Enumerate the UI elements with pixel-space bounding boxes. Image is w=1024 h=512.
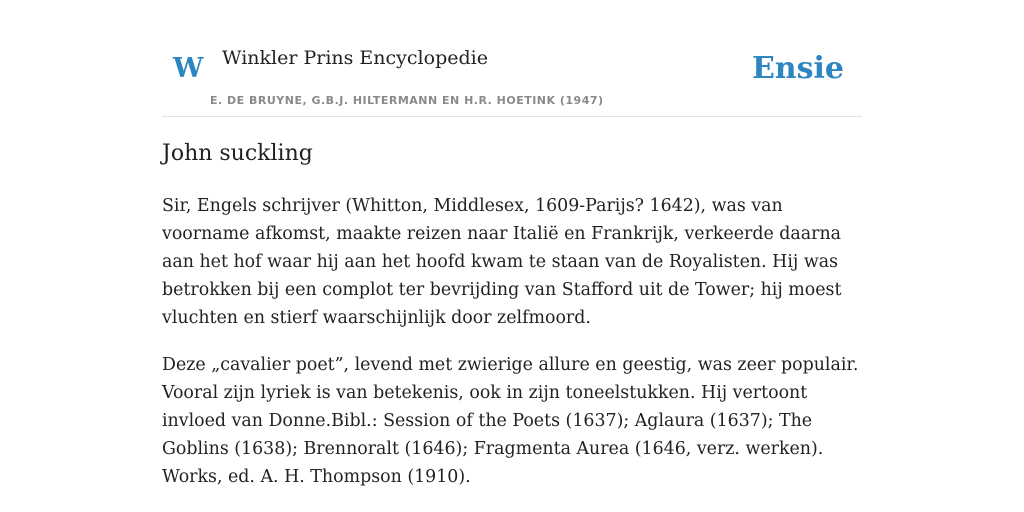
authors-line: E. DE BRUYNE, G.B.J. HILTERMANN EN H.R. HOETINK (1947) xyxy=(210,94,604,107)
winkler-prins-logo[interactable]: W xyxy=(173,53,204,84)
encyclopedia-title[interactable]: Winkler Prins Encyclopedie xyxy=(222,47,488,69)
article-paragraph: Deze „cavalier poet”, levend met zwierige allure en geestig, was zeer populair. Vooral zijn lyriek is van betekenis, ook in zijn toneelstukken. Hij vertoont invloed van Donne.Bibl.: Session of the Poets (1637); Aglaura (1637); The Goblins (1638); Brennoralt (1646); Fragmenta Aurea (1646, verz. werken). Works, ed. A. H. Thompson (1910). xyxy=(162,355,859,487)
ensie-brand-logo[interactable]: Ensie xyxy=(751,51,844,86)
article-paragraph: Sir, Engels schrijver (Whitton, Middlesex, 1609-Parijs? 1642), was van voorname afkomst, maakte reizen naar Italië en Frankrijk, verkeerde daarna aan het hof waar hij aan het hoofd kwam te staan van de Royalisten. Hij was betrokken bij een complot ter bevrijding van Stafford uit de Tower; hij moest vluchten en stierf waarschijnlijk door zelfmoord. xyxy=(162,196,842,328)
article-title: John suckling xyxy=(162,141,313,166)
header xyxy=(162,0,862,117)
article xyxy=(162,138,862,491)
